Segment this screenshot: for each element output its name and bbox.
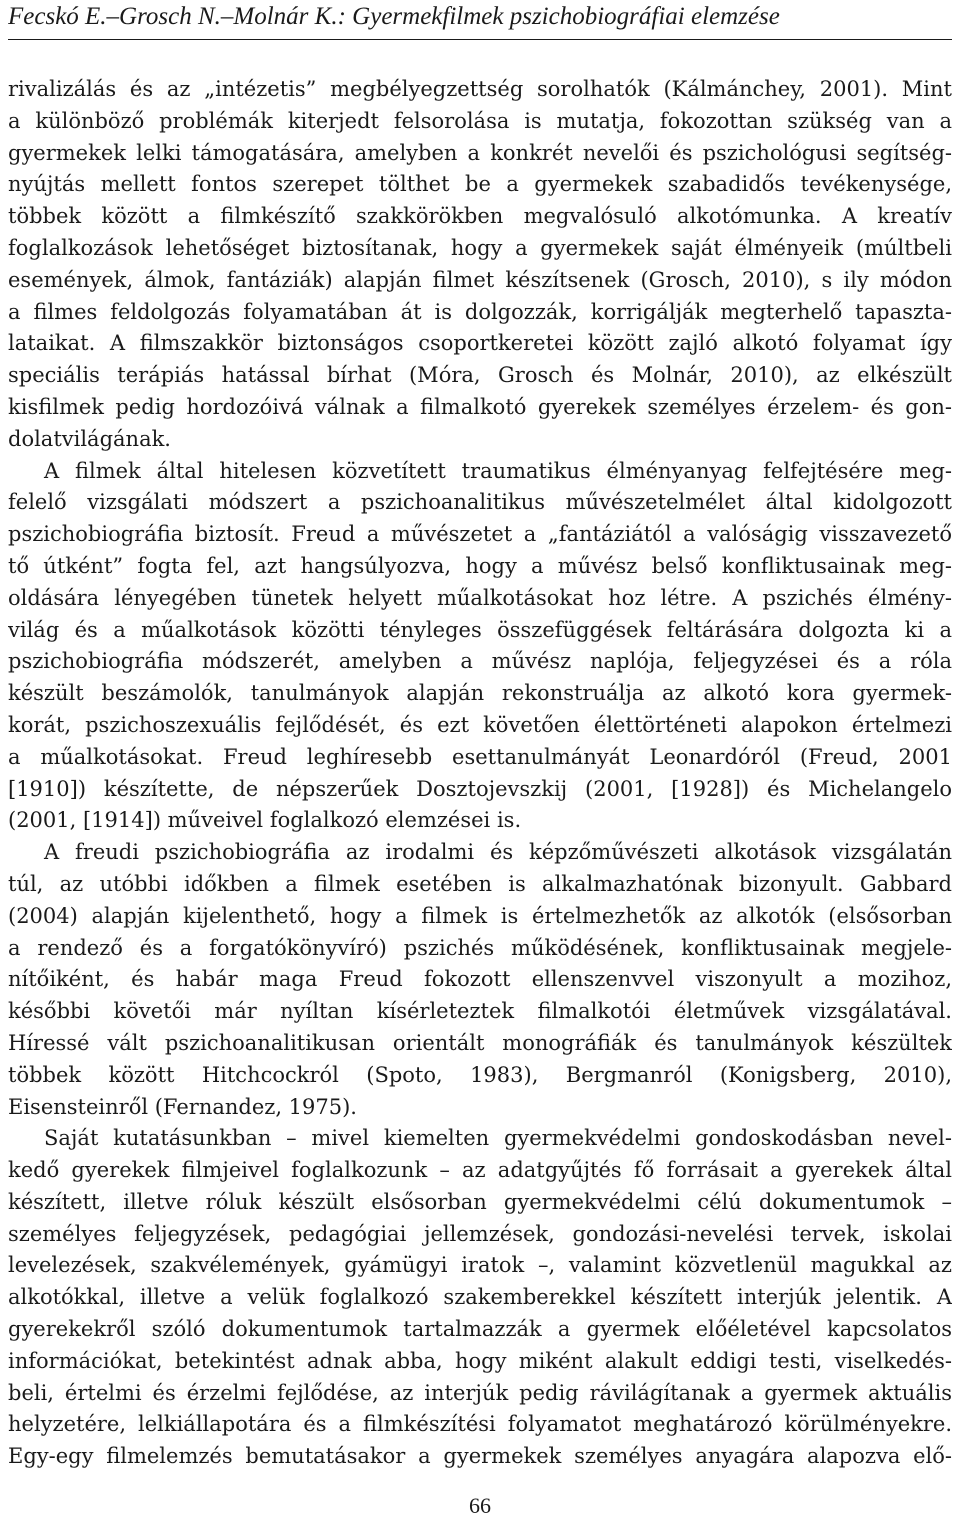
text-line: tő útként” fogta fel, azt hangsúlyozva, hogy a művész belső konfliktusainak meg- xyxy=(8,553,952,578)
text-line: gyerekekről szóló dokumentumok tartalmazzák a gyermek előéletével kapcsolatos xyxy=(8,1317,952,1342)
text-line: helyzetére, lelkiállapotára és a filmkészítési folyamatot meghatározó körülményekre. xyxy=(8,1412,952,1437)
text-line: túl, az utóbbi időkben a filmek esetében is alkalmazhatónak bizonyult. Gabbard xyxy=(8,871,952,896)
text-line: többek között Hitchcockról (Spoto, 1983), Bergmanról (Konigsberg, 2010), xyxy=(8,1062,952,1087)
text-line: rivalizálás és az „intézetis” megbélyegzettség sorolhatók (Kálmánchey, 2001). Mint xyxy=(8,77,952,101)
text-line: a filmes feldolgozás folyamatában át is dolgozzák, korrigálják megterhelő tapaszta- xyxy=(8,299,952,324)
text-line: A filmek által hitelesen közvetített traumatikus élményanyag felfejtésére meg- xyxy=(44,458,952,483)
text-line: készült beszámolók, tanulmányok alapján rekonstruálja az alkotó kora gyermek- xyxy=(8,681,952,706)
running-header: Fecskó E.–Grosch N.–Molnár K.: Gyermekfilmek pszichobiográfiai elemzése xyxy=(8,3,780,30)
text-line: kedő gyerekek filmjeivel foglalkozunk – az adatgyűjtés fő forrásait a gyerekek által xyxy=(8,1158,952,1183)
text-line: Saját kutatásunkban – mivel kiemelten gyermekvédelmi gondoskodásban nevel- xyxy=(44,1126,952,1151)
text-line: (2001, [1914]) műveivel foglalkozó elemzései is. xyxy=(8,808,522,833)
text-line: pszichobiográfia módszerét, amelyben a művész naplója, feljegyzései és a róla xyxy=(8,649,952,674)
text-line: a műalkotásokat. Freud leghíresebb esettanulmányát Leonardóról (Freud, 2001 xyxy=(8,744,952,769)
text-line: pszichobiográfia biztosít. Freud a művészetet a „fantáziától a valóságig visszavezető xyxy=(8,522,952,547)
text-line: beli, értelmi és érzelmi fejlődése, az interjúk pedig rávilágítanak a gyermek aktuális xyxy=(8,1380,952,1405)
text-line: személyes feljegyzések, pedagógiai jellemzések, gondozási-nevelési tervek, iskolai xyxy=(8,1221,952,1246)
body-text xyxy=(8,74,952,1473)
text-line: események, álmok, fantáziák) alapján filmet készítsenek (Grosch, 2010), s ily módon xyxy=(8,267,952,292)
text-line: kisfilmek pedig hordozóivá válnak a filmalkotó gyerekek személyes érzelem- és gon- xyxy=(8,394,952,419)
text-line: A freudi pszichobiográfia az irodalmi és képzőművészeti alkotások vizsgálatán xyxy=(44,840,952,865)
text-line: világ és a műalkotások közötti tényleges összefüggések feltárására dolgozta ki a xyxy=(8,617,952,642)
text-line: korát, pszichoszexuális fejlődését, és ezt követően élettörténeti alapokon értelmezi xyxy=(8,712,952,737)
text-line: készített, illetve róluk készült elsősorban gyermekvédelmi célú dokumentumok – xyxy=(8,1189,952,1214)
text-line: információkat, betekintést adnak abba, hogy miként alakult eddigi testi, viselkedés- xyxy=(8,1348,952,1373)
text-line: Egy-egy filmelemzés bemutatásakor a gyermekek személyes anyagára alapozva elő- xyxy=(8,1444,952,1469)
text-line: gyermekek lelki támogatására, amelyben a konkrét nevelői és pszichológusi segítség- xyxy=(8,140,952,165)
text-line: alkotókkal, illetve a velük foglalkozó szakemberekkel készített interjúk jelentik. A xyxy=(8,1285,952,1310)
text-line: [1910]) készítette, de népszerűek Dosztojevszkij (2001, [1928]) és Michelangelo xyxy=(8,776,952,801)
text-line: foglalkozások lehetőséget biztosítanak, hogy a gyermekek saját élményeik (múltbeli xyxy=(8,235,952,260)
text-line: a különböző problémák kiterjedt felsorolása is mutatja, fokozottan szükség van a xyxy=(8,108,952,133)
text-line: (2004) alapján kijelenthető, hogy a filmek is értelmezhetők az alkotók (elsősorban xyxy=(8,903,952,928)
text-line: Eisensteinről (Fernandez, 1975). xyxy=(8,1094,357,1119)
text-line: nyújtás mellett fontos szerepet tölthet be a gyermekek szabadidős tevékenysége, xyxy=(8,172,952,197)
text-line: nítőiként, és habár maga Freud fokozott ellenszenvvel viszonyult a mozihoz, xyxy=(8,967,952,992)
text-line: felelő vizsgálati módszert a pszichoanalitikus művészetelmélet által kidolgozott xyxy=(8,490,952,515)
header-divider xyxy=(8,39,952,40)
text-line: levelezések, szakvélemények, gyámügyi iratok –, valamint közvetlenül magukkal az xyxy=(8,1253,952,1278)
text-line: oldására lényegében tünetek helyett műalkotásokat hoz létre. A pszichés élmény- xyxy=(8,585,952,610)
text-line: dolatvilágának. xyxy=(8,426,171,451)
text-line: lataikat. A filmszakkör biztonságos csoportkeretei között zajló alkotó folyamat így xyxy=(8,331,952,356)
page-number: 66 xyxy=(469,1493,491,1518)
text-line: többek között a filmkészítő szakkörökben megvalósuló alkotómunka. A kreatív xyxy=(8,204,952,229)
text-line: a rendező és a forgatókönyvíró) pszichés működésének, konfliktusainak megjele- xyxy=(8,935,952,960)
text-line: speciális terápiás hatással bírhat (Móra, Grosch és Molnár, 2010), az elkészült xyxy=(8,363,952,388)
text-line: Híressé vált pszichoanalitikusan orientált monográfiák és tanulmányok készültek xyxy=(8,1030,952,1055)
text-line: későbbi követői már nyíltan kísérleteztek filmalkotói életművek vizsgálatával. xyxy=(8,999,952,1024)
